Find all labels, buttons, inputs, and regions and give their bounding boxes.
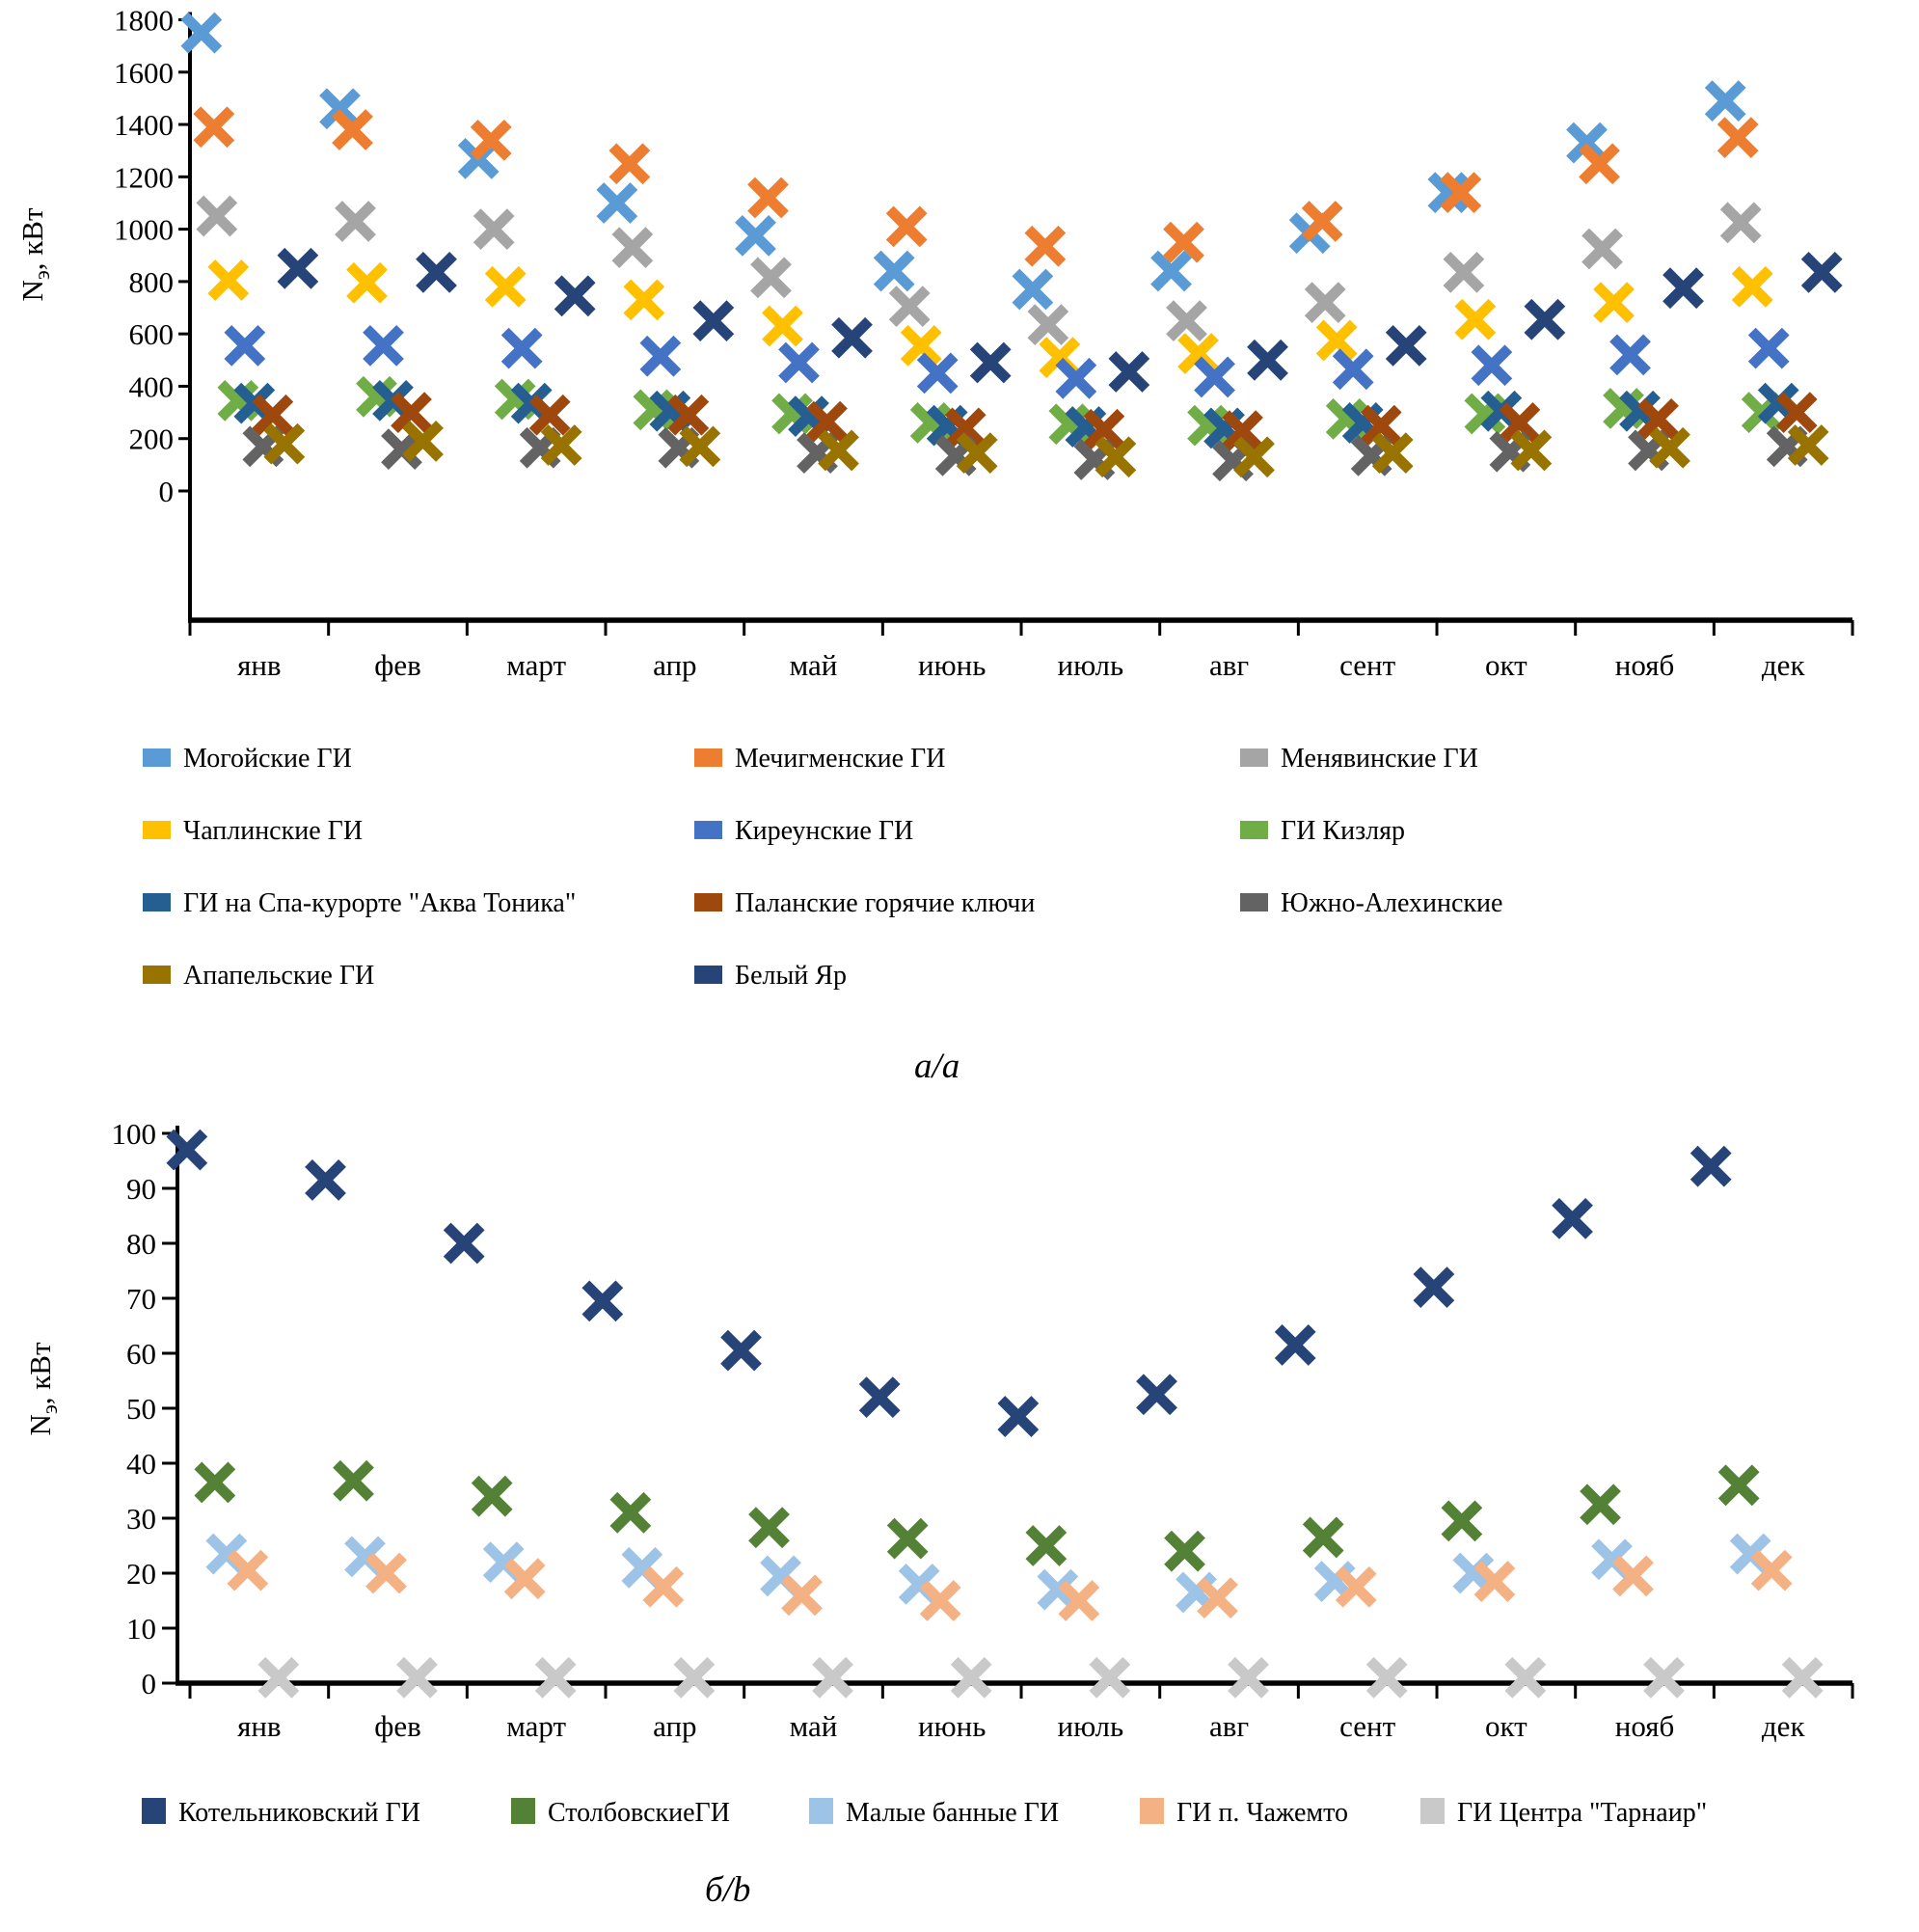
month-label: июль <box>1057 1709 1124 1743</box>
month-label: сент <box>1339 648 1396 682</box>
legend-item <box>143 816 694 888</box>
x-marker <box>643 340 677 373</box>
month-label: янв <box>237 1709 282 1743</box>
x-marker <box>477 212 511 246</box>
series-group <box>198 1464 1755 1568</box>
month-labels <box>237 648 1805 682</box>
legend-item <box>1240 744 1502 816</box>
legend-label: ГИ на Спа-курорте "Аква Тоника" <box>183 888 577 918</box>
legend-label: СтолбовскиеГИ <box>548 1798 730 1828</box>
x-marker <box>739 219 772 253</box>
x-marker <box>1508 1661 1542 1695</box>
y-tick-label: 400 <box>128 369 174 404</box>
legend-label: Могойские ГИ <box>183 744 352 774</box>
month-label: апр <box>653 648 697 682</box>
caption-b: б/b <box>705 1870 751 1910</box>
x-marker <box>366 329 400 363</box>
x-marker <box>1170 304 1203 338</box>
series-group <box>261 1661 1819 1695</box>
month-label: нояб <box>1614 648 1675 682</box>
x-marker <box>627 283 661 316</box>
month-label: авг <box>1208 648 1250 682</box>
x-marker <box>198 1465 231 1499</box>
y-tick-label: 50 <box>126 1392 156 1426</box>
legend-swatch <box>511 1798 535 1824</box>
x-marker <box>1527 303 1561 337</box>
x-marker <box>1583 1487 1617 1521</box>
x-marker <box>281 252 314 286</box>
x-marker <box>782 346 816 380</box>
legend-swatch <box>694 966 722 984</box>
y-tick-label: 600 <box>128 317 174 352</box>
x-marker <box>1613 338 1647 371</box>
y-tick-label: 90 <box>126 1172 156 1206</box>
y-tick-label: 1800 <box>114 3 174 38</box>
x-marker <box>677 1661 711 1695</box>
x-marker <box>1666 271 1700 305</box>
x-marker <box>197 110 230 144</box>
y-tick-label: 0 <box>141 1667 156 1701</box>
x-marker <box>309 1163 342 1197</box>
legend-label: ГИ Центра "Тарнаир" <box>1457 1798 1708 1828</box>
x-marker <box>200 200 233 233</box>
x-marker <box>350 266 384 300</box>
legend-swatch <box>143 893 171 912</box>
x-marker <box>696 304 730 338</box>
y-tick-label: 1000 <box>114 212 174 247</box>
y-tick-label: 200 <box>128 422 174 456</box>
x-marker <box>1112 355 1146 389</box>
month-labels <box>237 1709 1805 1743</box>
x-marker <box>613 1496 647 1530</box>
x-marker <box>1015 273 1049 307</box>
x-marker <box>1805 256 1839 289</box>
chart-a <box>15 4 1852 683</box>
month-label: фев <box>374 1709 421 1743</box>
legend-item <box>694 744 1240 816</box>
chart-b <box>23 1117 1852 1743</box>
x-marker <box>1029 1529 1063 1563</box>
x-marker <box>1647 1661 1681 1695</box>
y-axis-ticks <box>112 1117 178 1701</box>
chart-a-legend <box>143 744 1502 1033</box>
x-marker <box>1370 1661 1404 1695</box>
legend-item <box>809 1798 1059 1829</box>
y-tick-label: 60 <box>126 1337 156 1371</box>
legend-swatch <box>142 1798 166 1824</box>
legend-label: Чаплинские ГИ <box>183 816 364 846</box>
x-marker <box>1752 332 1786 366</box>
y-tick-label: 100 <box>111 1117 156 1151</box>
series-group <box>228 329 1785 395</box>
legend-label: Белый Яр <box>735 961 847 991</box>
month-label: май <box>789 1709 838 1743</box>
x-marker <box>1555 1202 1589 1236</box>
y-tick-label: 80 <box>126 1227 156 1261</box>
legend-item <box>1240 888 1502 961</box>
x-marker <box>211 263 245 297</box>
y-axis-title: $N_э$, кВт <box>15 207 54 302</box>
x-marker <box>863 1380 897 1414</box>
x-marker <box>1279 1328 1312 1362</box>
legend-label: Киреунские ГИ <box>735 816 914 846</box>
x-marker <box>1709 84 1743 118</box>
legend-swatch <box>143 748 171 767</box>
x-marker <box>878 255 911 288</box>
legend-swatch <box>1420 1798 1445 1824</box>
x-marker <box>228 329 261 363</box>
x-marker <box>615 231 649 264</box>
x-marker <box>419 256 453 289</box>
legend-label: Менявинские ГИ <box>1281 744 1478 774</box>
y-axis-title: $N_э$, кВт <box>23 1342 62 1436</box>
x-marker <box>1792 428 1825 462</box>
y-tick-label: 0 <box>158 475 174 508</box>
legend-swatch <box>694 821 722 839</box>
x-marker <box>1458 303 1492 337</box>
month-label: окт <box>1485 1709 1527 1743</box>
x-marker <box>261 1661 295 1695</box>
legend-item <box>143 961 694 1033</box>
x-marker <box>752 1510 786 1544</box>
x-marker <box>1694 1150 1728 1184</box>
month-label: дек <box>1761 648 1805 682</box>
legend-item <box>1140 1798 1348 1829</box>
month-label: март <box>506 1709 567 1743</box>
caption-a: а/a <box>914 1047 960 1086</box>
legend-swatch <box>1140 1798 1164 1824</box>
x-marker <box>1231 1661 1265 1695</box>
legend-swatch <box>809 1798 833 1824</box>
x-marker <box>1786 1661 1820 1695</box>
x-marker <box>683 429 716 463</box>
legend-swatch <box>143 966 171 984</box>
month-label: апр <box>653 1709 697 1743</box>
legend-item <box>143 744 694 816</box>
month-label: май <box>789 648 838 682</box>
month-label: март <box>506 648 567 682</box>
legend-label: ГИ Кизляр <box>1281 816 1405 846</box>
x-marker <box>337 1464 370 1498</box>
series-group <box>256 395 1813 448</box>
x-marker <box>1722 1468 1756 1502</box>
legend-label: Южно-Алехинские <box>1281 888 1503 918</box>
x-marker <box>1031 308 1065 341</box>
x-marker <box>170 1133 203 1167</box>
y-axis-ticks <box>114 4 190 509</box>
y-tick-label: 1200 <box>114 160 174 195</box>
x-marker <box>505 332 539 366</box>
x-marker <box>612 147 646 180</box>
month-label: сент <box>1339 1709 1396 1743</box>
legend-item <box>511 1798 730 1829</box>
month-label: авг <box>1208 1709 1250 1743</box>
legend-item <box>694 888 1240 961</box>
legend-label: Апапельские ГИ <box>183 961 375 991</box>
x-marker <box>1140 1377 1174 1411</box>
legend-item <box>1240 816 1502 888</box>
legend-item <box>143 888 694 961</box>
x-marker <box>1307 1520 1340 1554</box>
legend-label: Паланские горячие ключи <box>735 888 1036 918</box>
y-tick-label: 40 <box>126 1447 156 1481</box>
series-group <box>230 1554 1788 1618</box>
legend-swatch <box>694 893 722 912</box>
x-marker <box>1417 1270 1450 1304</box>
legend-swatch <box>1240 821 1268 839</box>
month-label: дек <box>1761 1709 1805 1743</box>
x-marker <box>816 1661 850 1695</box>
x-marker <box>1597 286 1631 319</box>
month-label: июнь <box>917 648 987 682</box>
series-group <box>170 1133 1727 1433</box>
month-label: янв <box>237 648 282 682</box>
legend-swatch <box>694 748 722 767</box>
x-marker <box>724 1334 758 1368</box>
y-tick-label: 20 <box>126 1557 156 1591</box>
x-marker <box>1390 329 1423 363</box>
x-marker <box>1724 205 1758 239</box>
x-marker <box>1306 204 1339 238</box>
legend-swatch <box>1240 893 1268 912</box>
x-marker <box>1474 348 1508 382</box>
x-marker <box>1168 1535 1202 1568</box>
x-marker <box>539 1661 573 1695</box>
month-label: июнь <box>917 1709 987 1743</box>
month-label: нояб <box>1614 1709 1675 1743</box>
series-group <box>209 1537 1767 1610</box>
x-marker <box>1721 121 1755 154</box>
legend-swatch <box>143 821 171 839</box>
legend-label: Котельниковский ГИ <box>178 1798 420 1828</box>
x-marker <box>1001 1400 1035 1433</box>
legend-item <box>694 816 1240 888</box>
x-marker <box>558 279 592 313</box>
y-tick-label: 70 <box>126 1282 156 1316</box>
legend-label: Мечигменские ГИ <box>735 744 946 774</box>
x-marker <box>1093 1661 1126 1695</box>
series-group <box>246 429 1803 477</box>
x-marker <box>751 181 785 215</box>
series-group <box>267 424 1824 474</box>
x-marker <box>835 321 869 355</box>
x-marker <box>600 186 634 220</box>
series-group <box>197 110 1754 262</box>
x-marker <box>1309 286 1342 319</box>
month-label: июль <box>1057 648 1124 682</box>
legend-label: Малые банные ГИ <box>846 1798 1060 1828</box>
x-marker <box>890 209 924 243</box>
x-marker <box>1445 1504 1478 1537</box>
series-group <box>237 384 1795 445</box>
x-marker <box>1028 230 1062 263</box>
y-tick-label: 1400 <box>114 108 174 143</box>
x-marker <box>766 310 799 343</box>
x-marker <box>974 346 1008 380</box>
legend-item <box>1420 1798 1707 1829</box>
x-marker <box>338 204 372 238</box>
x-marker <box>1736 270 1770 304</box>
y-tick-label: 10 <box>126 1612 156 1646</box>
x-marker <box>1446 256 1480 289</box>
x-marker <box>1585 231 1619 265</box>
x-marker <box>955 1661 988 1695</box>
y-tick-label: 30 <box>126 1502 156 1536</box>
y-tick-label: 1600 <box>114 55 174 90</box>
legend-label: ГИ п. Чажемто <box>1176 1798 1349 1828</box>
x-marker <box>893 289 927 323</box>
month-label: окт <box>1485 648 1527 682</box>
x-marker <box>785 1578 819 1612</box>
x-marker <box>754 260 788 294</box>
x-marker <box>585 1284 619 1318</box>
x-marker <box>475 1480 509 1513</box>
month-label: фев <box>374 648 421 682</box>
legend-item <box>694 961 1240 1033</box>
series-group <box>184 16 1742 307</box>
legend-item <box>142 1798 420 1829</box>
x-marker <box>891 1522 925 1556</box>
y-tick-label: 800 <box>128 264 174 299</box>
x-marker <box>400 1661 434 1695</box>
x-marker <box>447 1227 481 1261</box>
legend-swatch <box>1240 748 1268 767</box>
x-marker <box>1251 343 1284 377</box>
x-marker <box>489 270 523 304</box>
x-marker <box>646 1570 680 1604</box>
